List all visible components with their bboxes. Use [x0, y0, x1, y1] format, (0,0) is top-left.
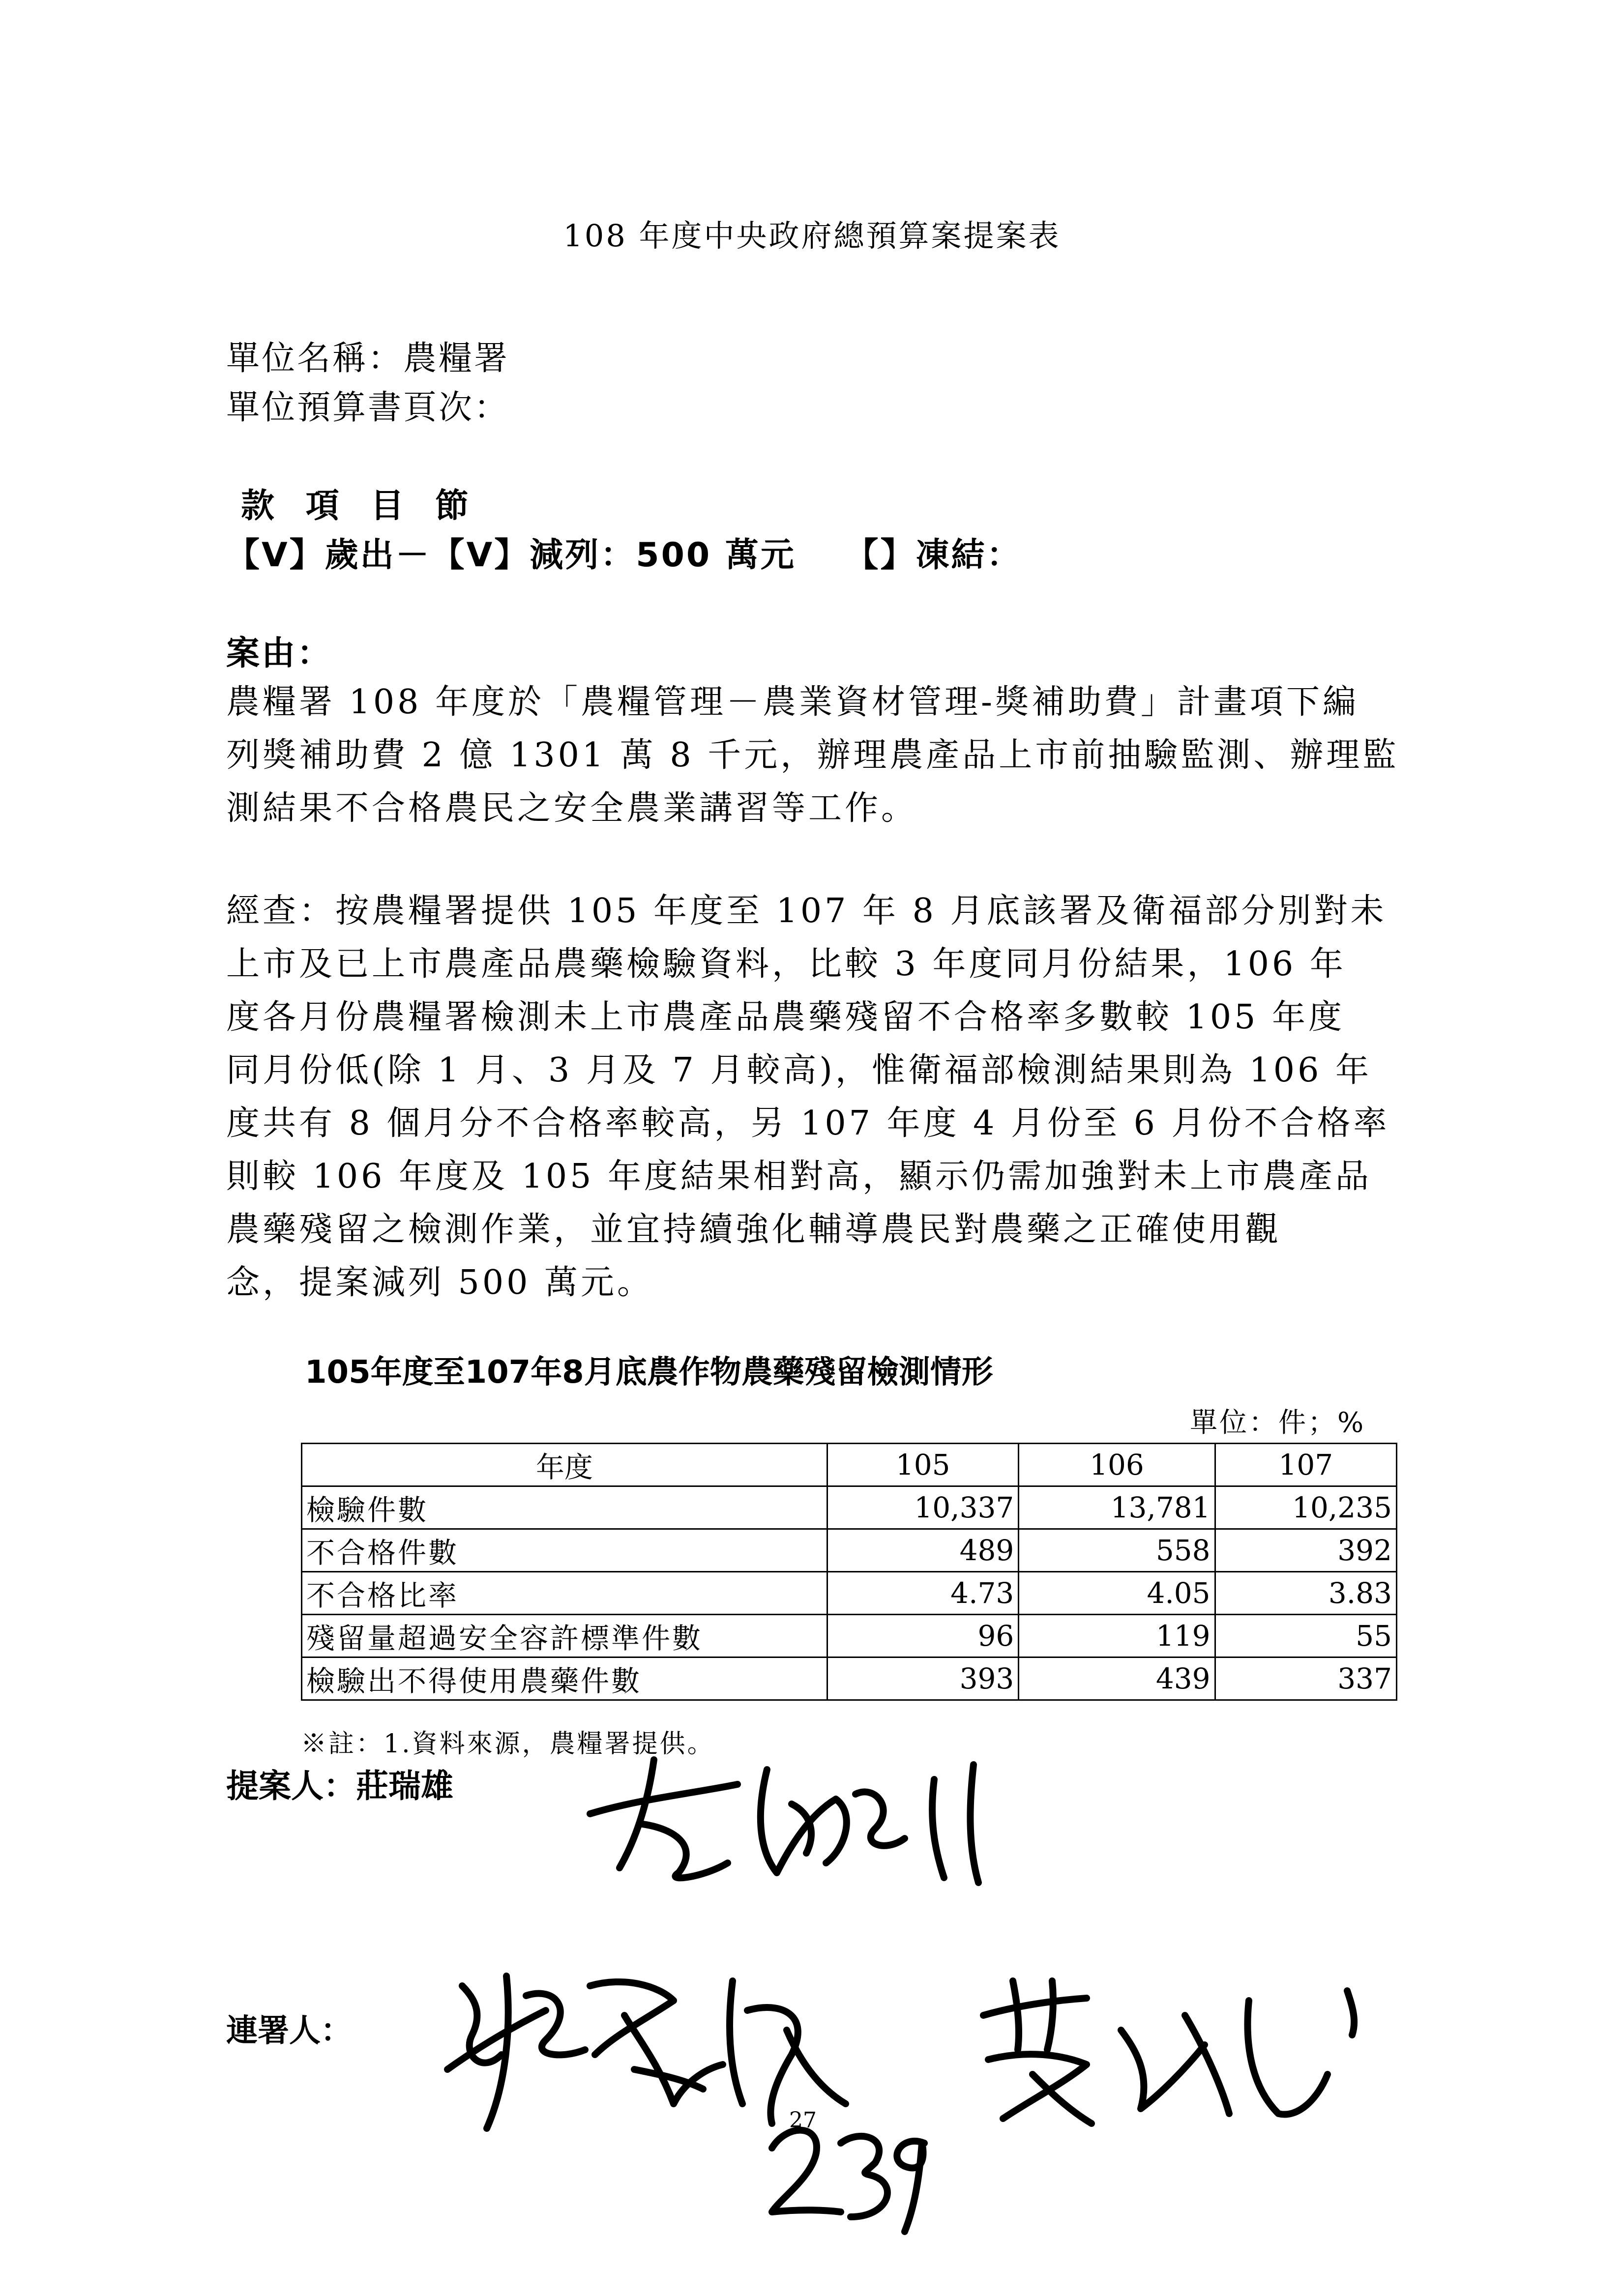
- review-line: 則較 106 年度及 105 年度結果相對高，顯示仍需加強對未上市農產品: [226, 1157, 1372, 1196]
- header-year: 年度: [302, 1444, 827, 1486]
- row-label: 檢驗件數: [302, 1486, 827, 1529]
- table-row: [302, 1486, 1397, 1529]
- cell-value: 337: [1215, 1657, 1396, 1700]
- review-line: 度各月份農糧署檢測未上市農產品農藥殘留不合格率多數較 105 年度: [226, 998, 1345, 1037]
- inspection-table: [301, 1443, 1397, 1701]
- proposer-signature: [580, 1740, 1033, 1888]
- table-unit: 單位：件；%: [1190, 1407, 1366, 1439]
- table-row: [302, 1529, 1397, 1572]
- reason-line: 測結果不合格農民之安全農業講習等工作。: [226, 789, 918, 828]
- unit-name-value: 農糧署: [403, 339, 510, 378]
- cell-value: 4.05: [1019, 1572, 1215, 1615]
- row-label: 不合格比率: [302, 1572, 827, 1615]
- review-line: 農藥殘留之檢測作業，並宜持續強化輔導農民對農藥之正確使用觀: [226, 1210, 1282, 1249]
- table-title: 105年度至107年8月底農作物農藥殘留檢測情形: [305, 1354, 993, 1391]
- review-line: 經查：按農糧署提供 105 年度至 107 年 8 月底該署及衛福部分別對未: [226, 892, 1387, 930]
- reason-line: 列獎補助費 2 億 1301 萬 8 千元，辦理農產品上市前抽驗監測、辦理監: [226, 736, 1399, 775]
- cell-value: 392: [1215, 1529, 1396, 1572]
- review-line: 同月份低(除 1 月、3 月及 7 月較高)，惟衛福部檢測結果則為 106 年: [226, 1051, 1372, 1090]
- handwritten-page-number: [767, 2114, 934, 2232]
- budget-page-label: 單位預算書頁次：: [226, 388, 510, 427]
- items-label: 款 項 目 節: [241, 487, 479, 525]
- table-row: [302, 1572, 1397, 1615]
- cell-value: 96: [827, 1615, 1019, 1657]
- review-paragraph: [226, 885, 1390, 1309]
- page-number: 27: [789, 2108, 817, 2133]
- cosigners-label: 連署人：: [226, 2013, 352, 2049]
- header-105: 105: [827, 1444, 1019, 1486]
- table-row: [302, 1657, 1397, 1700]
- header-106: 106: [1019, 1444, 1215, 1486]
- reason-line: 農糧署 108 年度於「農糧管理－農業資材管理-獎補助費」計畫項下編: [226, 683, 1359, 722]
- cell-value: 558: [1019, 1529, 1215, 1572]
- cell-value: 10,337: [827, 1486, 1019, 1529]
- cell-value: 10,235: [1215, 1486, 1396, 1529]
- cell-value: 489: [827, 1529, 1019, 1572]
- cell-value: 393: [827, 1657, 1019, 1700]
- review-line: 上市及已上市農產品農藥檢驗資料，比較 3 年度同月份結果，106 年: [226, 945, 1346, 984]
- action-line: 【V】歲出－【V】減列：500 萬元 【】凍結：: [226, 536, 1022, 575]
- cell-value: 3.83: [1215, 1572, 1396, 1615]
- table-row: [302, 1615, 1397, 1657]
- reason-paragraph: [226, 676, 1399, 835]
- table-header-row: [302, 1444, 1397, 1486]
- cosigner-signature-2: [974, 1971, 1382, 2133]
- cell-value: 119: [1019, 1615, 1215, 1657]
- row-label: 檢驗出不得使用農藥件數: [302, 1657, 827, 1700]
- row-label: 殘留量超過安全容許標準件數: [302, 1615, 827, 1657]
- page-title: 108 年度中央政府總預算案提案表: [563, 218, 1061, 254]
- cell-value: 4.73: [827, 1572, 1019, 1615]
- header-107: 107: [1215, 1444, 1396, 1486]
- review-line: 度共有 8 個月分不合格率較高，另 107 年度 4 月份至 6 月份不合格率: [226, 1104, 1390, 1143]
- review-line: 念，提案減列 500 萬元。: [226, 1263, 654, 1302]
- table-note: ※註：1.資料來源，農糧署提供。: [301, 1729, 715, 1759]
- cell-value: 439: [1019, 1657, 1215, 1700]
- reason-label: 案由：: [226, 634, 333, 673]
- cell-value: 55: [1215, 1615, 1396, 1657]
- unit-name-label: 單位名稱：: [226, 339, 404, 378]
- unit-name-row: [226, 334, 509, 383]
- cell-value: 13,781: [1019, 1486, 1215, 1529]
- row-label: 不合格件數: [302, 1529, 827, 1572]
- proposer-label: 提案人：莊瑞雄: [226, 1767, 453, 1805]
